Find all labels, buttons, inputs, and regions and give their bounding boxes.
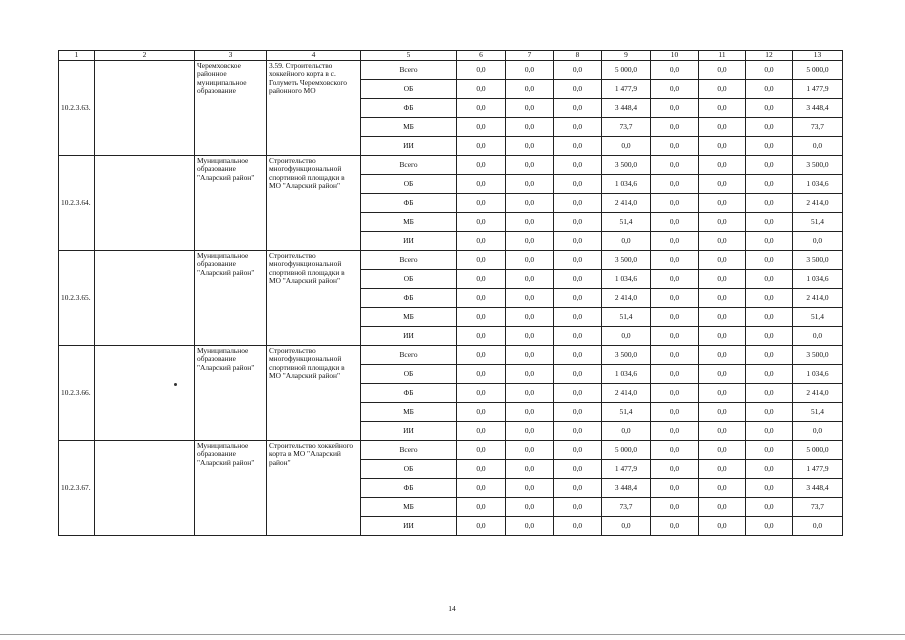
amount-cell: 0,0 [793,422,843,441]
amount-cell: 0,0 [506,403,554,422]
funding-source: ИИ [361,517,457,536]
amount-cell: 0,0 [699,441,746,460]
funding-source: ФБ [361,194,457,213]
amount-cell: 51,4 [793,213,843,232]
funding-source: ИИ [361,232,457,251]
amount-cell: 0,0 [457,460,506,479]
amount-cell: 3 448,4 [793,99,843,118]
amount-cell: 3 448,4 [602,99,651,118]
amount-cell: 0,0 [602,422,651,441]
column-header-3: 3 [195,51,267,61]
column-header-11: 11 [699,51,746,61]
amount-cell: 1 034,6 [602,270,651,289]
amount-cell: 0,0 [506,156,554,175]
funding-source: ИИ [361,137,457,156]
amount-cell: 2 414,0 [793,384,843,403]
amount-cell: 0,0 [699,137,746,156]
amount-cell: 0,0 [554,213,602,232]
amount-cell: 0,0 [651,99,699,118]
amount-cell: 0,0 [699,175,746,194]
amount-cell: 0,0 [457,80,506,99]
amount-cell: 0,0 [651,327,699,346]
funding-source: ОБ [361,365,457,384]
table-row [59,441,843,460]
column-header-7: 7 [506,51,554,61]
item-code: 10.2.3.64. [59,156,95,251]
amount-cell: 0,0 [651,118,699,137]
funding-source: МБ [361,308,457,327]
amount-cell: 0,0 [457,308,506,327]
amount-cell: 5 000,0 [793,441,843,460]
amount-cell: 0,0 [554,232,602,251]
amount-cell: 73,7 [602,118,651,137]
amount-cell: 0,0 [651,460,699,479]
amount-cell: 0,0 [457,479,506,498]
amount-cell: 0,0 [554,365,602,384]
amount-cell: 0,0 [651,422,699,441]
empty-cell [95,156,195,251]
item-code: 10.2.3.67. [59,441,95,536]
amount-cell: 0,0 [746,441,793,460]
amount-cell: 0,0 [554,61,602,80]
table-row [59,156,843,175]
amount-cell: 0,0 [746,137,793,156]
amount-cell: 0,0 [457,365,506,384]
funding-source: Всего [361,156,457,175]
amount-cell: 0,0 [651,232,699,251]
funding-source: МБ [361,213,457,232]
municipality-name: Муниципальное образование "Аларский район" [195,156,267,251]
amount-cell: 0,0 [554,156,602,175]
amount-cell: 0,0 [457,403,506,422]
amount-cell: 0,0 [651,289,699,308]
amount-cell: 0,0 [554,118,602,137]
amount-cell: 1 034,6 [793,270,843,289]
funding-source: Всего [361,251,457,270]
amount-cell: 0,0 [457,422,506,441]
funding-source: Всего [361,61,457,80]
funding-source: ФБ [361,289,457,308]
amount-cell: 0,0 [602,137,651,156]
amount-cell: 3 500,0 [793,251,843,270]
amount-cell: 0,0 [699,118,746,137]
municipality-name: Муниципальное образование "Аларский район" [195,346,267,441]
amount-cell: 3 500,0 [793,156,843,175]
item-code: 10.2.3.63. [59,61,95,156]
column-header-12: 12 [746,51,793,61]
amount-cell: 0,0 [746,384,793,403]
amount-cell: 73,7 [793,498,843,517]
amount-cell: 0,0 [651,80,699,99]
amount-cell: 2 414,0 [793,194,843,213]
amount-cell: 0,0 [651,346,699,365]
amount-cell: 0,0 [746,289,793,308]
amount-cell: 0,0 [457,289,506,308]
amount-cell: 0,0 [554,460,602,479]
amount-cell: 0,0 [651,308,699,327]
amount-cell: 0,0 [746,479,793,498]
column-header-9: 9 [602,51,651,61]
amount-cell: 0,0 [699,156,746,175]
column-header-2: 2 [95,51,195,61]
column-header-10: 10 [651,51,699,61]
funding-source: Всего [361,346,457,365]
funding-source: ИИ [361,327,457,346]
amount-cell: 0,0 [746,175,793,194]
amount-cell: 51,4 [602,403,651,422]
amount-cell: 1 034,6 [602,175,651,194]
amount-cell: 0,0 [746,232,793,251]
amount-cell: 0,0 [793,517,843,536]
amount-cell: 0,0 [554,422,602,441]
table-row [59,346,843,365]
amount-cell: 0,0 [554,403,602,422]
amount-cell: 0,0 [651,498,699,517]
amount-cell: 3 448,4 [793,479,843,498]
amount-cell: 0,0 [506,460,554,479]
amount-cell: 0,0 [746,403,793,422]
page-number: 14 [448,604,456,613]
amount-cell: 0,0 [699,194,746,213]
amount-cell: 0,0 [651,403,699,422]
amount-cell: 0,0 [506,517,554,536]
amount-cell: 0,0 [746,365,793,384]
amount-cell: 0,0 [506,346,554,365]
municipality-name: Черемховское районное муниципальное образование [195,61,267,156]
amount-cell: 0,0 [554,479,602,498]
amount-cell: 1 477,9 [793,460,843,479]
amount-cell: 0,0 [457,61,506,80]
amount-cell: 0,0 [457,118,506,137]
funding-source: ФБ [361,479,457,498]
amount-cell: 0,0 [457,137,506,156]
amount-cell: 0,0 [506,175,554,194]
amount-cell: 0,0 [746,118,793,137]
amount-cell: 5 000,0 [793,61,843,80]
column-header-13: 13 [793,51,843,61]
amount-cell: 0,0 [554,517,602,536]
column-header-1: 1 [59,51,95,61]
amount-cell: 0,0 [651,194,699,213]
amount-cell: 0,0 [699,232,746,251]
amount-cell: 0,0 [506,479,554,498]
amount-cell: 3 500,0 [793,346,843,365]
amount-cell: 0,0 [651,365,699,384]
funding-source: ИИ [361,422,457,441]
amount-cell: 3 500,0 [602,156,651,175]
amount-cell: 0,0 [602,517,651,536]
amount-cell: 0,0 [699,346,746,365]
amount-cell: 0,0 [554,308,602,327]
amount-cell: 0,0 [457,175,506,194]
project-name: Строительство многофункциональной спортивной площадки в МО "Аларский район" [267,251,361,346]
amount-cell: 0,0 [699,327,746,346]
amount-cell: 0,0 [793,327,843,346]
amount-cell: 0,0 [746,270,793,289]
amount-cell: 0,0 [746,194,793,213]
amount-cell: 51,4 [793,308,843,327]
amount-cell: 0,0 [554,270,602,289]
funding-source: МБ [361,118,457,137]
amount-cell: 0,0 [699,308,746,327]
amount-cell: 0,0 [651,270,699,289]
budget-table [58,50,843,536]
amount-cell: 2 414,0 [793,289,843,308]
amount-cell: 0,0 [554,99,602,118]
amount-cell: 0,0 [457,517,506,536]
municipality-name: Муниципальное образование "Аларский район" [195,251,267,346]
amount-cell: 1 034,6 [602,365,651,384]
amount-cell: 0,0 [554,194,602,213]
amount-cell: 0,0 [457,232,506,251]
funding-source: ФБ [361,384,457,403]
amount-cell: 0,0 [506,365,554,384]
amount-cell: 0,0 [506,137,554,156]
amount-cell: 0,0 [554,251,602,270]
table-row [59,61,843,80]
amount-cell: 0,0 [506,80,554,99]
amount-cell: 0,0 [746,61,793,80]
column-header-4: 4 [267,51,361,61]
amount-cell: 0,0 [602,232,651,251]
amount-cell: 0,0 [746,422,793,441]
amount-cell: 0,0 [554,441,602,460]
amount-cell: 0,0 [651,61,699,80]
amount-cell: 0,0 [746,517,793,536]
amount-cell: 0,0 [602,327,651,346]
amount-cell: 0,0 [506,422,554,441]
amount-cell: 0,0 [506,498,554,517]
amount-cell: 0,0 [554,346,602,365]
project-name: Строительство многофункциональной спортивной площадки в МО "Аларский район" [267,156,361,251]
amount-cell: 0,0 [746,327,793,346]
amount-cell: 3 500,0 [602,251,651,270]
amount-cell: 3 448,4 [602,479,651,498]
scan-dot-mark [174,383,177,386]
amount-cell: 0,0 [746,156,793,175]
amount-cell: 0,0 [554,327,602,346]
amount-cell: 0,0 [651,156,699,175]
amount-cell: 0,0 [457,384,506,403]
amount-cell: 0,0 [699,251,746,270]
amount-cell: 0,0 [651,137,699,156]
amount-cell: 51,4 [602,308,651,327]
column-header-5: 5 [361,51,457,61]
funding-source: ОБ [361,460,457,479]
amount-cell: 0,0 [506,194,554,213]
amount-cell: 0,0 [457,327,506,346]
municipality-name: Муниципальное образование "Аларский район" [195,441,267,536]
amount-cell: 1 034,6 [793,365,843,384]
amount-cell: 0,0 [699,479,746,498]
amount-cell: 0,0 [699,403,746,422]
empty-cell [95,441,195,536]
amount-cell: 0,0 [699,270,746,289]
amount-cell: 1 477,9 [602,460,651,479]
amount-cell: 0,0 [506,99,554,118]
item-code: 10.2.3.65. [59,251,95,346]
scan-edge-line [0,634,905,635]
amount-cell: 0,0 [457,194,506,213]
amount-cell: 0,0 [699,80,746,99]
funding-source: ОБ [361,270,457,289]
project-name: 3.59. Строительство хоккейного корта в с. Голуметь Черемховского районного МО [267,61,361,156]
amount-cell: 0,0 [651,517,699,536]
amount-cell: 1 477,9 [602,80,651,99]
funding-source: МБ [361,498,457,517]
amount-cell: 0,0 [699,498,746,517]
amount-cell: 5 000,0 [602,61,651,80]
amount-cell: 0,0 [651,251,699,270]
amount-cell: 0,0 [457,346,506,365]
project-name: Строительство хоккейного корта в МО "Аларский район" [267,441,361,536]
amount-cell: 0,0 [699,99,746,118]
amount-cell: 0,0 [506,118,554,137]
column-header-8: 8 [554,51,602,61]
amount-cell: 0,0 [554,384,602,403]
amount-cell: 0,0 [746,80,793,99]
amount-cell: 0,0 [457,498,506,517]
amount-cell: 0,0 [457,270,506,289]
amount-cell: 0,0 [506,270,554,289]
amount-cell: 0,0 [651,384,699,403]
amount-cell: 0,0 [746,99,793,118]
item-code: 10.2.3.66. [59,346,95,441]
column-header-6: 6 [457,51,506,61]
amount-cell: 0,0 [746,346,793,365]
amount-cell: 0,0 [457,213,506,232]
amount-cell: 0,0 [651,441,699,460]
amount-cell: 0,0 [651,479,699,498]
amount-cell: 73,7 [793,118,843,137]
funding-source: ОБ [361,175,457,194]
column-number-header-row [59,51,843,61]
amount-cell: 0,0 [506,213,554,232]
amount-cell: 0,0 [554,289,602,308]
amount-cell: 0,0 [506,289,554,308]
amount-cell: 0,0 [506,384,554,403]
amount-cell: 0,0 [746,308,793,327]
funding-source: ОБ [361,80,457,99]
amount-cell: 5 000,0 [602,441,651,460]
amount-cell: 2 414,0 [602,289,651,308]
amount-cell: 51,4 [793,403,843,422]
empty-cell [95,251,195,346]
amount-cell: 0,0 [506,251,554,270]
amount-cell: 0,0 [699,517,746,536]
amount-cell: 0,0 [554,137,602,156]
amount-cell: 2 414,0 [602,194,651,213]
amount-cell: 0,0 [506,232,554,251]
amount-cell: 0,0 [746,213,793,232]
amount-cell: 3 500,0 [602,346,651,365]
amount-cell: 0,0 [746,251,793,270]
amount-cell: 0,0 [506,327,554,346]
table-body [59,51,843,536]
amount-cell: 1 477,9 [793,80,843,99]
amount-cell: 0,0 [651,213,699,232]
amount-cell: 0,0 [506,61,554,80]
funding-source: МБ [361,403,457,422]
amount-cell: 0,0 [506,308,554,327]
amount-cell: 0,0 [457,251,506,270]
funding-source: ФБ [361,99,457,118]
amount-cell: 0,0 [793,137,843,156]
funding-source: Всего [361,441,457,460]
amount-cell: 0,0 [699,213,746,232]
amount-cell: 0,0 [651,175,699,194]
amount-cell: 0,0 [699,61,746,80]
project-name: Строительство многофункциональной спортивной площадки в МО "Аларский район" [267,346,361,441]
amount-cell: 0,0 [506,441,554,460]
amount-cell: 0,0 [699,365,746,384]
amount-cell: 0,0 [699,384,746,403]
table-row [59,251,843,270]
amount-cell: 0,0 [554,80,602,99]
amount-cell: 0,0 [457,99,506,118]
amount-cell: 0,0 [699,289,746,308]
amount-cell: 0,0 [699,422,746,441]
amount-cell: 0,0 [554,175,602,194]
amount-cell: 51,4 [602,213,651,232]
amount-cell: 0,0 [793,232,843,251]
empty-cell [95,61,195,156]
amount-cell: 0,0 [699,460,746,479]
amount-cell: 0,0 [457,441,506,460]
amount-cell: 0,0 [746,498,793,517]
amount-cell: 1 034,6 [793,175,843,194]
amount-cell: 0,0 [457,156,506,175]
empty-cell [95,346,195,441]
amount-cell: 0,0 [554,498,602,517]
amount-cell: 73,7 [602,498,651,517]
amount-cell: 0,0 [746,460,793,479]
amount-cell: 2 414,0 [602,384,651,403]
